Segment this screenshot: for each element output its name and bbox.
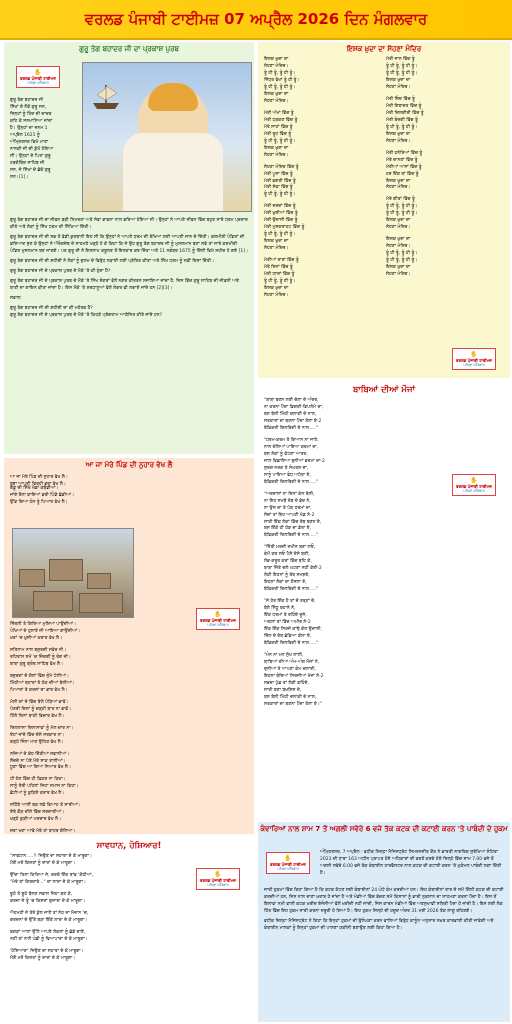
pind-side-line: ਗੱਡੂ ਦੀ ਸਿੱਖੇ ਖੇਡਾਂ ਕਬੱਡੀਆਂ। <box>10 486 59 491</box>
poem-line: ਮੇਰੇ ਗੀਤਾਂ ਵਿੱਚ ਤੂੰ <box>386 197 415 203</box>
guru-intro-line: ਸੀ। ਉਨ੍ਹਾਂ ਦੇ ਪਿਤਾ ਗੁਰੂ <box>10 153 51 159</box>
hand-icon: ✋ <box>34 69 42 76</box>
poem-line: ਬੇਫ਼ਿਕਰੀ ਦਿਲਰਿਗੀ ਦੇ ਨਾਲ....." <box>264 479 319 485</box>
poem-line: ਇਸ਼ਕ ਖ਼ੁਦਾ ਦਾ <box>264 145 289 151</box>
guru-intro-line: ਅੰਮ੍ਰਿਤਸਰ ਵਿਖੇ ਮਾਤਾ <box>10 139 49 145</box>
poem-line: ਬੇਫ਼ਿਕਰੀ ਦਿਲਰਿਗੀ ਦੇ ਨਾਲ....." <box>264 425 319 431</box>
guru-paragraph: ਗੁਰੂ ਤੇਗ ਬਹਾਦਰ ਜੀ ਦਾ ਜੀਵਨ ਬੜੀ ਨਿਮਰਤਾ ਅਤੇ ਸੇਵਾ ਭਾਵਨਾ ਨਾਲ ਭਰਿਆ ਹੋਇਆ ਸੀ। ਉਨ੍ਹਾਂ ਨੇ ਆਪਣੇ ਜੀਵਨ ਵਿੱਚ ਬਹੁਤ ਸਾਰੇ ਧਰਮ ਪ੍ਰਚਾਰ ਕੀਤੇ ਅਤੇ ਲੋਕਾਂ ਨੂੰ ਸਿੱਖ ਧਰਮ ਦੀ ਸਿੱਖਿਆ ਦਿੱਤੀ। <box>10 218 248 230</box>
poem-line: ਝੂਠੇ ਤੇ ਝੂਠੇ ਬੋਲਣ ਸਵਾਲ ਜਿਹਾ ਬਣ ਕੇ, <box>10 891 73 897</box>
logo-line2: ਪਹਿਲਾਂ ਸਤਿਕਾਰ <box>463 363 485 367</box>
poem-line: ਮੇਰੀ ਉਦਾਸੀ ਵਿੱਚ ਤੂੰ <box>264 218 298 224</box>
poem-line: ਕੰਮੋਂ ਕਰ ਲਓ ਪੈਸੇ ਦੇਸੋ ਬਣੀ, <box>264 552 310 558</box>
poem-line: ਮੇਰੀ ਅੱਖਾਂ ਵਿੱਚ ਤੂੰ <box>264 110 294 116</box>
poem-line: ਲੋਭ-ਕਰੂਰ ਕਰਾਂ ਵਿੱਚ ਬਹਿ ਕੇ, <box>264 559 312 565</box>
poem-line: ਸਾਰੀ ਇੱਕ ਲੋਕਾਂ ਵਿੱਚ ਰੱਬ ਬਣਨ ਏ, <box>264 519 322 525</box>
poem-line: ਸੌਚਦੇ ਨਾ ਪੱਤੇ ਮੇਰੇ ਸਾਕ ਤਾਲੀਆਂ। <box>10 758 66 764</box>
poem-line: ਬਸ ਲੋਕਾਂ ਨੂੰ ਵੱਟਣਾ ਆਤਰ, <box>264 451 308 457</box>
poem-line: "ਜਿੱਤੀ ਮਰਜ਼ੀ ਜਮੀਨ ਬਣਾ ਲਓ, <box>264 545 316 551</box>
guru-intro-line: ਸਨ।[1]। <box>10 174 29 180</box>
village-house <box>33 591 73 611</box>
logo-line1: ਵਰਲਡ ਪੰਜਾਬੀ ਟਾਈਮਜ਼ <box>456 358 492 363</box>
logo-line2: ਪਹਿਲਾਂ ਸਤਿਕਾਰ <box>27 81 49 85</box>
poem-line: ਸੋਹਣਾ ਮੰਦਿਰ। <box>386 225 411 231</box>
poem-line: ਮੇਰੀ ਮੁਸਕਰਾਹਟ ਵਿੱਚ ਤੂੰ <box>264 225 305 231</box>
poem-line: ਤੂੰ ਹੀ ਤੂੰ, ਤੂੰ ਹੀ ਤੂੰ। <box>386 251 418 257</box>
poem-line: ਸੋਹਣਾ ਮੰਦਿਰ ਵਿੱਚ ਤੂੰ <box>264 164 299 170</box>
poem-line: ਨਹੀਂ ਤਾਂ ਨਾਲੋਂ ਪੰਛੀ ਨੂੰ ਵਿਆਪਾਰਾ ਦੇ ਕੇ ਮਾਰੂਗਾ। <box>10 936 88 942</box>
poem-line: ਮੇਰੇ ਸਾਹਾਂ ਵਿੱਚ ਤੂੰ <box>264 124 293 130</box>
poem-line: ਮੇਰੀ ਸੇਵਾ ਵਿੱਚ ਤੂੰ <box>264 185 293 191</box>
poem-line: ਉੱਚਾ ਤਿਲਾ ਕਿਰਿਆ ਜੇ, ਕਰਕੇ ਇੱਕ ਥਾਂਵ 'ਕੱਠੀਆਂ, <box>10 872 94 878</box>
poem-line: ਮੌਗੋਂ ਮਰੋਂ ਕਿਸ਼ਤਾਂ ਨੂੰ ਦਾਰਾਂ ਦੇ ਕੇ ਮਾਰੂਗਾ। <box>10 955 76 961</box>
poem-line: ਸਭਦਾ ਪੁੱਛ ਤਾਂ ਲੋਕੀ ਕਹਿੰਦੇ, <box>264 680 309 686</box>
poem-line: ਬਾਬਿਆਂ ਦੀਆਂ ਅੰਮ-ਅੰਗ ਮੌਜਾਂ ਨੇ, <box>264 659 320 665</box>
guru-paragraph: ਗੁਰੂ ਤੇਗ ਬਹਾਦਰ ਜੀ ਦੀ ਸ਼ਹੀਦੀ ਦਾ ਕੀ ਮਹੱਤਵ ਹੈ? <box>10 305 93 311</box>
poem-line: ਬੋਲੋ ਸਿੱਧੂ ਬਹਾਨੇ ਨੇ, <box>264 606 296 612</box>
poem-line: ਮਿੱਠੀਆਂ ਬਹਾਰਾਂ ਤੇ ਹੱਕ ਦੀਆਂ ਬੋਲੀਆਂ। <box>10 680 75 686</box>
poem-line: ਬਸ ਬੋਲੀ ਮਿੱਠੀ ਚਲਾਕੀ ਦੇ ਨਾਲ, <box>264 411 317 417</box>
guru-intro-line: ਨਾਨਕੀ ਜੀ ਦੀ ਕੁੱਖੋਂ ਹੋਇਆ <box>10 146 54 152</box>
stanza <box>10 752 178 773</box>
poem-line: ਇਸ਼ਕ ਖ਼ੁਦਾ ਦਾ <box>386 265 411 271</box>
poem-line: ਤੂੰ ਹੀ ਤੂੰ, ਤੂੰ ਹੀ ਤੂੰ। <box>264 138 296 144</box>
poem-line: ਨਾ ਕਰਨਾ ਪੈਂਦਾ ਡਿਗਰੀ-ਡਿਪਲੋਮੇ ਦਾ, <box>264 404 324 410</box>
poem-line: ਮੌਗੋਂ ਮਰੋਂ ਕਿਸ਼ਤਾਂ ਨੂੰ ਦਾਰਾਂ ਦੇ ਕੇ ਮਾਰੂਗਾ। <box>10 860 76 866</box>
guru-robe <box>123 133 223 211</box>
stanza <box>264 258 382 300</box>
guru-paragraph: ਗੁਰੂ ਤੇਗ ਬਹਾਦਰ ਜੀ ਦੀ ਸ਼ਹੀਦੀ ਨੇ ਲੋਕਾਂ ਨੂੰ ਜ਼ੁਲਮ ਦੇ ਵਿਰੁੱਧ ਲੜਾਈ ਲਈ ਪ੍ਰੇਰਿਤ ਕੀਤਾ ਅਤੇ ਸਿੱਖ ਧਰਮ ਨੂੰ ਨਵੀਂ ਦਿਸ਼ਾ ਦਿੱਤੀ। <box>10 258 215 264</box>
poem-line: ਇਸ਼ਕ ਖ਼ੁਦਾ ਦਾ <box>386 218 411 224</box>
poem-line: ਸਾਰੀ ਬਣਾ ਬਖ਼ਸ਼ਿਸ਼ ਦੇ, <box>264 687 302 693</box>
poem-line: ਬੇਫ਼ਿਕਰੀ ਦਿਲਰਿਗੀ ਦੇ ਨਾਲ....." <box>264 587 319 593</box>
logo <box>452 348 496 370</box>
poem-line: ਸਤਿਨਾਮ ਨਾਲ ਬਜ਼ੁਰਗੀ ਸਵੇਰ ਜੀ। <box>10 647 67 653</box>
poem-line: ਜਾਲ ਵਿਛਾਇਆ ਦੁਨੀਆਂ ਭਰਮਾਂ ਦਾ-2 <box>264 458 325 464</box>
guru-paragraph: ਸਵਾਲ: <box>10 295 22 301</box>
poem-line: ਨਾਲ ਚੇਲਿਆਂ ਪਾਇਆ ਕਰਮਾਂ ਦਾ, <box>264 444 319 450</box>
stanza <box>10 726 178 747</box>
poem-line: ਨਾ ਉਸ ਦਾ ਤੇ ਪੱਕ ਧਰਮਾਂ ਦਾ, <box>264 505 312 511</box>
savdhan-title: ਸਾਵਧਾਨ, ਹੋਸ਼ਿਆਰ! <box>96 841 162 851</box>
poem-line: ਤੂੰ ਹੀ ਤੂੰ, ਤੂੰ ਹੀ ਤੂੰ। <box>386 70 418 76</box>
village-house <box>87 573 111 589</box>
kanwariyan-body-text: ਜਾਰੀ ਹੁਕਮਾਂ ਵਿੱਚ ਕਿਹਾ ਗਿਆ ਹੈ ਕਿ ਕਟਕ ਕੱਟਣ ਲਈ ਕੰਬਾਈਨਾਂ 24 ਘੰਟੇ ਕੰਮ ਕਰਦੀਆਂ ਹਨ। ਇਹ ਕੰਬਾਈਨਾਂ ਰਾਤ ਦੇ ਸਮੇਂ ਗਿੱਲੀ ਕਟਕ ਦੀ ਕਟਾਈ ਕਰਦੀਆਂ ਹਨ, ਜਿਸ ਨਾਲ ਦਾਣਾ ਖ਼ਰਾਬ ਹੋ ਜਾਂਦਾ ਹੈ ਅਤੇ ਮੰਡੀਆਂ ਵਿੱਚ ਵੇਚਣ ਸਮੇਂ ਕਿਸਾਨਾਂ ਨੂੰ ਭਾਰੀ ਨੁਕਸਾਨ ਦਾ ਸਾਹਮਣਾ ਕਰਨਾ ਪੈਂਦਾ ਹੈ। ਇਸ ਤੋਂ ਇਲਾਵਾ ਨਮੀ ਵਾਲੀ ਕਟਕ ਖ਼ਰੀਦ ਏਜੰਸੀਆਂ ਵੱਲੋਂ ਖ਼ਰੀਦੀ ਨਹੀਂ ਜਾਂਦੀ, ਜਿਸ ਕਾਰਨ ਮੰਡੀਆਂ ਵਿੱਚ ਅਣਸੁਖਾਵੀਂ ਸਥਿਤੀ ਪੈਦਾ ਹੋ ਜਾਂਦੀ ਹੈ। ਇਸ ਲਈ ਲੋਕ ਹਿੱਤ ਵਿੱਚ ਇਹ ਹੁਕਮ ਜਾਰੀ ਕਰਨਾ ਜ਼ਰੂਰੀ ਹੋ ਗਿਆ ਹੈ। ਇਹ ਹੁਕਮ ਜ਼ਿਲ੍ਹੇ ਦੀ ਹਦੂਦ ਅੰਦਰ 31 ਮਈ 2026 ਤੱਕ ਲਾਗੂ ਰਹਿਣਗੇ। <box>264 888 504 914</box>
poem-line: ਪਿਆਰਾਂ ਤੇ ਕਰਜ਼ਾਂ ਦਾ ਭਾਰ ਵੇਖ ਲੈ। <box>10 687 68 693</box>
pind-body <box>4 622 184 834</box>
poem-line: ਮੇਰੀ ਦਿਲਗੀਰੀ ਵਿੱਚ ਤੂੰ <box>386 110 424 116</box>
ishq-poem <box>258 42 510 378</box>
poem-line: 'ਹੋਸ਼ਿਆਰਾ' ਜਿਉਣ ਦਾ ਸਹਾਰਾ ਦੇ ਕੇ ਮਾਰੂਗਾ। <box>10 948 84 954</box>
kanwariyan-news <box>258 822 510 1022</box>
babeyan-poem <box>258 382 510 818</box>
poem-line: ਮੇਰੀ ਇਬਾਦਤ ਵਿੱਚ ਤੂੰ <box>386 103 422 109</box>
poem-line: ਮੇਰੀ ਯਾਦਾਂ ਵਿੱਚ ਤੂੰ <box>264 272 295 278</box>
poem-line: ਸੋਹਣਾ ਮੰਦਿਰ। <box>264 293 289 299</box>
babeyan-title: ਬਾਬਿਆਂ ਦੀਆਂ ਮੌਜਾਂ <box>353 385 415 395</box>
poem-line: ਇਸ਼ਕ ਖ਼ੁਦਾ ਦਾ <box>264 91 289 97</box>
poem-line: ਮੇਰੀ ਪੂਜਾ ਵਿੱਚ ਤੂੰ <box>264 171 293 177</box>
poem-line: ਨਜ਼ਿਆਂ ਦੇ ਕੋਹ ਦਿੱਤੀਆਂ ਜਵਾਨੀਆਂ। <box>10 751 70 757</box>
hand-icon: ✋ <box>470 477 478 484</box>
poem-line: "ਸਾਵਧਾਨ.....!! ਜਿਉਣ ਦਾ ਸਹਾਰਾ ਦੇ ਕੇ ਮਾਰੂਗਾ। <box>10 854 92 859</box>
poem-line: ਸੋਹਣਾ ਮੰਦਿਰ। <box>386 272 411 278</box>
guru-paragraph: ਗੁਰੂ ਤੇਗ ਬਹਾਦਰ ਜੀ ਦੇ ਪ੍ਰਕਾਸ਼ ਪੁਰਬ ਦੇ ਮੌਕੇ 'ਤੇ ਕੀ ਹੁੰਦਾ ਹੈ? <box>10 268 111 274</box>
stanza <box>264 545 422 594</box>
stanza <box>264 111 382 160</box>
logo-line1: ਵਰਲਡ ਪੰਜਾਬੀ ਟਾਈਮਜ਼ <box>270 862 306 867</box>
stanza <box>264 204 382 253</box>
poem-line: ਬਾਬਾ ਜਿੱਤੇ ਚਲੋ ਘਟਣਾ ਨਹੀਂ ਕੋਈ-2 <box>264 566 322 572</box>
stanza <box>10 911 168 925</box>
poem-line: ਨਾ ਇਹ ਸਮਝੇ ਰੱਬ ਦੇ ਭੇਦ ਨੇ, <box>264 498 311 504</box>
stanza <box>10 674 178 695</box>
poem-line: ਤੂੰ ਹੀ ਤੂੰ, ਤੂੰ ਹੀ ਤੂੰ। <box>264 192 296 198</box>
poem-line: ਇਸ਼ਕ ਖ਼ੁਦਾ ਦਾ <box>386 178 411 184</box>
guru-article <box>4 42 254 454</box>
logo <box>196 608 240 630</box>
guru-portrait-image <box>82 62 252 212</box>
poem-line: ਸੋਹਣਾ ਮੰਦਿਰ। <box>386 138 411 144</box>
pind-side-line: ਜਾਂਦੇ ਰੌਲਾ ਕਾਇਆਂ ਭਰੀ ਪਿੰਡੇ ਛੱਡੀਆਂ। <box>10 492 74 498</box>
kanwariyan-lead <box>314 850 510 881</box>
stanza <box>386 237 504 279</box>
logo <box>196 868 240 890</box>
poem-line: ਬਾਬਾ ਗੁਰੂ ਗ੍ਰੰਥ ਸਾਹਿਬ ਵੇਖ ਲੈ। <box>10 661 64 667</box>
stanza <box>386 57 504 92</box>
poem-line: ਮੇਰੇ ਚਾਨਣਾਂ ਵਿੱਚ ਤੂੰ <box>386 157 418 163</box>
poem-line: ਸਾਨੂੰ ਤੇਰੀ ਪਹਿਲਾਂ ਜਿਹਾ ਸਮਾਜ ਨਾ ਕਿਹਾ। <box>10 784 79 790</box>
poem-line: ਸੋਹਣਾ ਮੰਦਿਰ। <box>386 244 411 250</box>
poem-line: ਮੇਰੀ ਜਾਨ ਵਿੱਚ ਤੂੰ <box>386 57 415 62</box>
guru-intro-line: ਜਿਨ੍ਹਾਂ ਨੂੰ ਹਿੰਦ ਦੀ ਚਾਦਰ <box>10 111 52 117</box>
poem-line: ਮੇਰੀਆਂ ਰਾਤਾਂ ਵਿੱਚ ਤੂੰ <box>264 258 299 264</box>
poem-line: "ਮੇਰੇ ਤਾਂ ਕਿਰਦਾਰੇ..." ਦਾ ਲਾਰਾ ਦੇ ਕੇ ਮਾਰੂਗਾ। <box>10 879 86 885</box>
poem-line: ਹਰ ਇੱਕ ਥਾਂ ਵਿੱਚ ਤੂੰ <box>386 171 419 177</box>
poem-line: ਸੁਰਗ-ਨਰਕ ਤੇ ਸੰਘਰਸ਼ ਦਾ, <box>264 465 309 471</box>
poem-line: ਪੰਖਿਆਂ ਦੇ ਹੁਲਾਰੇ ਜੀ ਆਇਆ ਗਾਉਂਦੀਆਂ। <box>10 628 81 634</box>
guru-body <box>4 218 254 323</box>
stanza <box>264 599 422 648</box>
poem-line: ਗੜ੍ਹੇ ਜਿੰਨਾ ਮਾਣ ਉਹਿਤ ਵੇਖ ਲੈ। <box>10 739 64 745</box>
guru-turban <box>148 83 198 111</box>
poem-line: ਤੂੰ ਹੀ ਤੂੰ, ਤੂੰ ਹੀ ਤੂੰ। <box>386 211 418 217</box>
stanza <box>10 700 178 721</box>
poem-line: ਇਸ਼ਕ ਖ਼ੁਦਾ ਦਾ <box>264 239 289 245</box>
poem-line: ਇਸ਼ਕ ਖ਼ੁਦਾ ਦਾ <box>386 131 411 137</box>
poem-line: ਮੇਰੇ ਦਿਨਾਂ ਵਿੱਚ ਤੂੰ <box>264 265 293 271</box>
poem-line: ਤੂੰ ਹੀ ਤੂੰ, ਤੂੰ ਹੀ ਤੂੰ। <box>264 279 296 285</box>
poem-line: ਸੋਹਣਾ ਮੰਦਿਰ। <box>386 185 411 191</box>
pind-intro-line: ਆ ਜਾ ਮੇਰੇ ਪਿੰਡ ਦੀ ਨੁਹਾਰ ਵੇਖ ਲੈ। <box>10 475 68 480</box>
village-house <box>19 569 45 587</box>
guru-paragraph: ਗੁਰੂ ਤੇਗ ਬਹਾਦਰ ਜੀ ਦੇ ਪ੍ਰਕਾਸ਼ ਪੁਰਬ ਦੇ ਮੌਕੇ 'ਤੇ ਕਿਹੜੇ ਪ੍ਰੋਗਰਾਮ ਆਯੋਜਿਤ ਕੀਤੇ ਜਾਂਦੇ ਹਨ? <box>10 312 162 318</box>
poem-line: ਤੂੰ ਹੀ ਤੂੰ, ਤੂੰ ਹੀ ਤੂੰ। <box>264 84 296 90</box>
poem-line: ਮੱਲੀ ਗਾਂ ਦੇ ਵਿੱਚ ਬੋਲੋ ਪੋੜਿਆਂ ਭਾਵੇਂ। <box>10 699 69 705</box>
kanwariyan-footer-text: ਵਧੀਕ ਜ਼ਿਲ੍ਹਾ ਮੈਜਿਸਟ੍ਰੇਟ ਨੇ ਕਿਹਾ ਕਿ ਇਨ੍ਹਾਂ ਹੁਕਮਾਂ ਦੀ ਉਲੰਘਣਾ ਕਰਨ ਵਾਲਿਆਂ ਵਿਰੁੱਧ ਕਾਨੂੰਨ ਅਨੁਸਾਰ ਸਖ਼ਤ ਕਾਰਵਾਈ ਕੀਤੀ ਜਾਵੇਗੀ ਅਤੇ ਕੰਬਾਈਨ ਮਾਲਕਾਂ ਨੂੰ ਇਨ੍ਹਾਂ ਹੁਕਮਾਂ ਦੀ ਪਾਲਣਾ ਯਕੀਨੀ ਬਣਾਉਣ ਲਈ ਕਿਹਾ ਗਿਆ ਹੈ। <box>264 918 494 931</box>
stanza <box>10 930 168 944</box>
poem-line: ਮੇਰੀ ਜ਼ਿੰਦ ਵਿੱਚ ਤੂੰ <box>386 96 415 102</box>
ship-icon <box>89 81 123 111</box>
logo-line1: ਵਰਲਡ ਪੰਜਾਬੀ ਟਾਈਮਜ਼ <box>20 76 56 81</box>
poem-line: ਮੇਰੀ ਦਰਦਾਂ ਵਿੱਚ ਤੂੰ <box>264 204 296 210</box>
poem-line: ਮੇਰੀ ਹਨੇਰਿਆਂ ਵਿੱਚ ਤੂੰ <box>386 150 423 156</box>
poem-line: ਸਹਿੱਬੇ ਆਲੀਂ ਬਕ ਲਵੇ ਵਿਆਹ ਤੇ ਸਾਰੀਆਂ। <box>10 803 81 809</box>
poem-line: ਮੇਰੀ ਰੂਹ ਵਿੱਚ ਤੂੰ <box>264 131 292 137</box>
poem-line: ਇਸ਼ਕ ਖ਼ੁਦਾ ਦਾ <box>264 57 289 62</box>
village-house <box>79 593 123 613</box>
poem-line: ਸੋਹਣਾ ਮੰਦਿਰ। <box>264 63 289 69</box>
babeyan-body <box>258 398 428 709</box>
pind-title: ਆ ਜਾ ਮੇਰੇ ਪਿੰਡ ਦੀ ਨੁਹਾਰ ਵੇਖ ਲੈ <box>85 461 173 469</box>
poem-line: ਬਜ਼ੁਰਗਾਂ ਦੇ ਗੱਲਾਂ ਵਿੱਚ ਜੁੰਮੇ ਟੋਲੀਆਂ। <box>10 673 69 679</box>
stanza <box>10 854 168 868</box>
hand-icon: ✋ <box>470 351 478 358</box>
stanza <box>264 653 422 709</box>
poem-line: ਰਹਿਰਾਸ ਸਮੇਂ 'ਚ ਜ਼ਿੰਦਗੀ ਨੂੰ ਰੰਗ ਜੀ। <box>10 654 71 660</box>
poem-line: ਛੋਟੀਆਂ ਨੂੰ ਕੁੜਿਏ ਕਰਾਰ ਵੇਖ ਲੈ। <box>10 791 65 797</box>
stanza <box>264 57 382 106</box>
poem-line: ਏਹਾਂ ਜਾਂਦੇ ਵਿੱਚ ਦੇਸੇ ਸਰਕਾਰ ਨਾ। <box>10 732 65 738</box>
poem-line: ਮੇਰੀ ਖ਼ੁਸ਼ੀਆਂ ਵਿੱਚ ਤੂੰ <box>264 211 298 217</box>
poem-line: ਜਿੱਧਰ ਵੇਖਾਂ ਤੂੰ ਹੀ ਤੂੰ। <box>264 77 300 83</box>
stanza <box>264 492 422 541</box>
stanza <box>10 622 178 643</box>
guru-intro <box>4 98 86 182</box>
poem-line: ਦੁਨੀਆਂ ਤੇ ਆਪਣਾ ਕੰਮ ਚਲਾਈ, <box>264 666 316 672</box>
stanza <box>10 803 178 824</box>
poem-line: ਮੇਰੀ ਬੰਦਗੀ ਵਿੱਚ ਤੂੰ <box>386 117 418 123</box>
logo-line2: ਪਹਿਲਾਂ ਸਤਿਕਾਰ <box>207 623 229 627</box>
poem-line: ਸਾਨੂੰ ਪਾਇਆ ਫੰਧ ਅਧੇਰਾ ਏ, <box>264 472 311 478</box>
poem-line: ਦਿੱਲ ਦੇ ਰੱਬ ਛੱਡਿਆ ਕੋਲਾ ਏ, <box>264 634 312 640</box>
poem-line: ਸੋਹਣਾ ਮੰਦਿਰ। <box>386 84 411 90</box>
logo-line1: ਵਰਲਡ ਪੰਜਾਬੀ ਟਾਈਮਜ਼ <box>200 878 236 883</box>
poem-line: ਧੂਣਾ ਵਿੱਚ ਆ ਗਿਆ ਨਿਆਰ ਵੇਖ ਲੈ। <box>10 765 71 771</box>
hand-icon: ✋ <box>214 871 222 878</box>
poem-line: ਪੋਤਰੀ ਦਿਲਾਂ ਨੂੰ ਚੜ੍ਹੀ ਬਾਤ ਨਾ ਭਾਵੇਂ। <box>10 706 72 712</box>
poem-line: ਮੇਰੀ ਭਗਤੀ ਵਿੱਚ ਤੂੰ <box>264 178 296 184</box>
logo <box>16 66 60 88</box>
poem-line: ਲੋਕੀ ਇਹਨਾਂ ਨੂੰ ਰੱਬ ਸਮਝਦੇ, <box>264 573 310 579</box>
stanza <box>386 197 504 232</box>
guru-paragraph: ਗੁਰੂ ਤੇਗ ਬਹਾਦਰ ਜੀ ਦੀ ਸਭ ਤੋਂ ਵੱਡੀ ਕੁਰਬਾਨੀ ਇਹ ਸੀ ਕਿ ਉਨ੍ਹਾਂ ਨੇ ਆਪਣੇ ਧਰਮ ਦੀ ਰੱਖਿਆ ਲਈ ਆਪਣੀ ਜਾਨ ਦੇ ਦਿੱਤੀ। ਕਸ਼ਮੀਰੀ ਪੰਡਿਤਾਂ ਦੀ ਫ਼ਰਿਆਦ ਸੁਣ ਕੇ ਉਨ੍ਹਾਂ ਨੇ ਔਰੰਗਜ਼ੇਬ ਦੇ ਸਾਹਮਣੇ ਖੜ੍ਹੇ ਹੋ ਕੇ ਕਿਹਾ ਕਿ ਜੇ ਉਹ ਗੁਰੂ ਤੇਗ ਬਹਾਦਰ ਜੀ ਨੂੰ ਮੁਸਲਮਾਨ ਬਣਾ ਲਵੇ ਤਾਂ ਸਾਰੇ ਕਸ਼ਮੀਰੀ ਪੰਡਿਤ ਮੁਸਲਮਾਨ ਬਣ ਜਾਣਗੇ। ਪਰ ਗੁਰੂ ਜੀ ਨੇ ਇਸਲਾਮ ਕਬੂਲਣ ਤੋਂ ਇਨਕਾਰ ਕਰ ਦਿੱਤਾ ਅਤੇ 11 ਨਵੰਬਰ 1675 ਨੂੰ ਦਿੱਲੀ ਵਿਖੇ ਸ਼ਹੀਦ ਹੋ ਗਏ [1]। <box>10 234 248 254</box>
poem-line: ਤੂੰ ਹੀ ਤੂੰ, ਤੂੰ ਹੀ ਤੂੰ। <box>386 204 418 210</box>
guru-intro-line: ਹੈ। ਉਨ੍ਹਾਂ ਦਾ ਜਨਮ 1 <box>10 125 48 131</box>
poem-line: ਇਸ਼ਕ ਖ਼ੁਦਾ ਦਾ <box>386 77 411 83</box>
poem-line: ਏਥੇ ਕੌੜ ਦੀਲੇ ਵਿੱਚ ਸਰਦਾਰੀਆਂ। <box>10 810 65 816</box>
stanza <box>10 892 168 906</box>
guru-intro-line: ਸਿੱਖਾਂ ਦੇ ਨੌਵੇਂ ਗੁਰੂ ਸਨ, <box>10 104 47 110</box>
ishq-columns <box>258 57 510 305</box>
stanza <box>10 829 178 834</box>
stanza <box>386 97 504 146</box>
pind-intro-line: ਬੁਝਾ ਆਪਣੀ ਵਿਰਹੀ ਭਰਾ ਵੇਖ ਲੈ। <box>10 481 66 487</box>
poem-line: ਖ਼ੜ੍ਹੇ ਕੁੜੀਆਂ ਮਰਦਾਰ ਵੇਖ ਲੈ। <box>10 817 62 823</box>
poem-line: ਮੇਰੀਆਂ ਆਸਾਂ ਵਿੱਚ ਤੂੰ <box>386 164 422 170</box>
poem-line: ਬਸ ਇੱਕੋ ਹੀ ਹੱਕ ਦਾ ਡੇਰਾ ਏ, <box>264 526 312 532</box>
stanza <box>264 398 422 433</box>
logo <box>266 852 310 874</box>
poem-line: "ਅਰਦਾਸਾਂ ਨਾ ਦਿਨਾਂ ਕੋਲ ਥੇਲੀ, <box>264 491 315 497</box>
poem-line: ਤੂੰ ਹੀ ਤੂੰ, ਤੂੰ ਹੀ ਤੂੰ। <box>386 124 418 130</box>
stanza <box>264 438 422 487</box>
stanza <box>10 949 168 963</box>
poem-line: ਇਸ਼ਕ ਖ਼ੁਦਾ ਦਾ <box>386 237 411 243</box>
poem-line: ਮੇਰੀ ਧੜਕਣ ਵਿੱਚ ਤੂੰ <box>264 117 298 123</box>
stanza <box>386 151 504 193</box>
poem-line: ਤੂੰ ਹੀ ਤੂੰ, ਤੂੰ ਹੀ ਤੂੰ। <box>386 258 418 264</box>
hand-icon: ✋ <box>284 855 292 862</box>
logo <box>452 474 496 496</box>
stanza <box>10 648 178 669</box>
guru-intro-line: ਹਰਗੋਬਿੰਦ ਸਾਹਿਬ ਜੀ <box>10 160 45 166</box>
poem-line: ਸੋਹਣਾ ਮੰਦਿਰ। <box>264 246 289 252</box>
poem-line: ਤੂੰ ਹੀ ਤੂੰ, ਤੂੰ ਹੀ ਤੂੰ। <box>264 232 296 238</box>
poem-line: ਹਿੱਲੇ ਦਿਨਾਂ ਬਾਕੀ ਵਿਚਾਰ ਵੇਖ ਲੈ। <box>10 713 65 719</box>
poem-line: ਐਹਮਹੀ ਜੇ ਤੇਰੇ ਕੁੱਲ ਜਾਣੋਂ ਤਾਂ ਨੱਠ ਜਾ ਮੈਦਾਨ 'ਚ, <box>10 910 89 916</box>
hand-icon: ✋ <box>214 611 222 618</box>
ishq-right-column <box>386 57 504 305</box>
poem-line: ਸੋਹਣਾ ਮੰਦਿਰ। <box>264 98 289 104</box>
logo-line2: ਪਹਿਲਾਂ ਸਤਿਕਾਰ <box>207 883 229 887</box>
poem-line: ਬੇਫ਼ਿਕਰੀ ਦਿਲਰਿਗੀ ਦੇ ਨਾਲ....." <box>264 533 319 539</box>
poem-line: ਜ਼ਰਾ ਖਣਾ ਆਵੇ ਮੇਰੇ ਤਾਂ ਬਾਹਰ ਚੱਲਿਆ। <box>10 829 76 834</box>
poem-line: ਇਹਨਾਂ ਲੋਕਾਂ ਦਾ ਹੌਸਲਾ ਏ, <box>264 580 307 586</box>
poem-line: ਇਸ਼ਕ ਖ਼ੁਦਾ ਦਾ <box>264 286 289 292</box>
pind-poem <box>4 458 254 834</box>
savdhan-poem <box>4 838 254 1022</box>
poem-line: ਬੇਫ਼ਿਕਰੀ ਦਿਲਰਿਗੀ ਦੇ ਨਾਲ....." <box>264 641 319 646</box>
poem-line: ਧੀ ਹੋਣ ਵਿੱਚ ਹੀ ਫ਼ਿਕਰ ਨਾ ਕਿਹਾ। <box>10 777 66 783</box>
guru-intro-line: ਗੁਰੂ ਤੇਗ ਬਹਾਦਰ ਜੀ <box>10 98 44 103</box>
savdhan-body <box>4 854 174 963</box>
guru-intro-line: ਕਹਿ ਕੇ ਸਨਮਾਨਿਆ ਜਾਂਦਾ <box>10 118 53 124</box>
poem-line: ਗਰਦਨਾਂ ਦੇ ਉੱਤੇ ਬੜਾ ਇੱਕੋ ਲਾਰਾ ਦੇ ਕੇ ਮਾਰੂਗਾ। <box>10 917 88 923</box>
stanza <box>10 777 178 798</box>
poem-line: ਅਕਲਾਂ ਤਾਂ ਵਿੱਚ ਅਮੀਰ ਨੇ-2 <box>264 620 311 626</box>
poem-line: "ਮੰਨ ਨਾ ਮਨ ਸੁੱਖ ਲਾਲੀ, <box>264 652 304 658</box>
guru-paragraph: ਗੁਰੂ ਤੇਗ ਬਹਾਦਰ ਜੀ ਦੇ ਪ੍ਰਕਾਸ਼ ਪੁਰਬ ਦੇ ਮੌਕੇ 'ਤੇ ਸਿੱਖ ਸੰਗਤਾਂ ਵੱਲੋਂ ਨਗਰ ਕੀਰਤਨ ਸਜਾਇਆ ਜਾਂਦਾ ਹੈ, ਜਿਸ ਵਿੱਚ ਗੁਰੂ ਸਾਹਿਬ ਦੀ ਜੀਵਨੀ ਅਤੇ ਬਾਣੀ ਦਾ ਗਾਇਨ ਕੀਤਾ ਜਾਂਦਾ ਹੈ। ਇਸ ਮੌਕੇ 'ਤੇ ਸ਼ਰਧਾਲੂਆਂ ਵੱਲੋਂ ਲੰਗਰ ਵੀ ਲਗਾਏ ਜਾਂਦੇ ਹਨ [2][3]। <box>10 278 239 291</box>
poem-line: ਖ਼ਰਾਂ 'ਚ ਖ਼ੁਸ਼ੀਆਂ ਕਰਾਰ ਵੇਖ ਲੈ। <box>10 635 63 641</box>
poem-line: ਬਗੜਾਂ ਆਲਾ ਉੱਲੋ ਆਪਣੇ ਲੋਕਲਾਂ ਨੂੰ ਛੱਡੇ ਦਾਣੋਂ, <box>10 929 86 935</box>
poem-line: ਤੂੰ ਹੀ ਤੂੰ, ਤੂੰ ਹੀ ਤੂੰ। <box>386 63 418 69</box>
kanwariyan-title: ਕੰਵਾਰਿਆਂ ਨਾਲ ਸ਼ਾਮ 7 ਤੋਂ ਅਗਲੀ ਸਵੇਰੇ 6 ਵਜੇ ਤੱਕ ਕਟਕ ਦੀ ਕਟਾਈ ਕਰਨ 'ਤੇ ਪਾਬੰਦੀ ਦੇ ਹੁਕਮ <box>260 825 508 833</box>
logo-line2: ਪਹਿਲਾਂ ਸਤਿਕਾਰ <box>277 867 299 871</box>
kanwariyan-body <box>258 888 510 936</box>
logo-line2: ਪਹਿਲਾਂ ਸਤਿਕਾਰ <box>463 489 485 493</box>
poem-line: ਸੋਹਣਾ ਮੰਦਿਰ। <box>264 152 289 158</box>
poem-line: "ਬਾਬਾ ਬਣਨ ਲਈ ਚੇਲਾ ਦੇ ਅੰਦਰ, <box>264 398 319 403</box>
guru-intro-line: ਸਨ, ਜੋ ਸਿੱਖਾਂ ਦੇ ਛੇਵੇਂ ਗੁਰੂ <box>10 167 51 173</box>
logo-line1: ਵਰਲਡ ਪੰਜਾਬੀ ਟਾਈਮਜ਼ <box>200 618 236 623</box>
poem-line: ਇੱਕ ਇੱਕ ਸਿਰਜੇ ਕਾਂਢੇ ਕੋਲ ਉਦਾਸੀ, <box>264 627 322 633</box>
ishq-title: ਇਸ਼ਕ ਖ਼ੁਦਾ ਦਾ ਸੋਹਣਾ ਮੰਦਿਰ <box>346 45 422 53</box>
kanwariyan-lead-text: ਅੰਮ੍ਰਿਤਸਰ, 7 ਅਪ੍ਰੈਲ : ਵਧੀਕ ਜ਼ਿਲ੍ਹਾ ਮੈਜਿਸਟ੍ਰੇਟ ਸਿਮਰਨਜੀਤ ਕੌਰ ਨੇ ਭਾਰਤੀ ਨਾਗਰਿਕ ਸੁਰੱਖਿਆ ਸੰਹਿਤਾ 2023 ਦੀ ਧਾਰਾ 163 ਅਧੀਨ ਪ੍ਰਾਪਤ ਹੋਏ ਅਧਿਕਾਰਾਂ ਦੀ ਵਰਤੋਂ ਕਰਦੇ ਹੋਏ ਜ਼ਿਲ੍ਹੇ ਵਿੱਚ ਸ਼ਾਮ 7.00 ਵਜੇ ਤੋਂ ਅਗਲੀ ਸਵੇਰੇ 6.00 ਵਜੇ ਤੱਕ ਕੰਬਾਈਨ ਹਾਰਵੈਸਟਰ ਨਾਲ ਕਟਕ ਦੀ ਕਟਾਈ ਕਰਨ 'ਤੇ ਮੁਕੰਮਲ ਪਾਬੰਦੀ ਲਗਾ ਦਿੱਤੀ ਹੈ। <box>320 850 502 876</box>
poem-line: ਜਿੱਥਲੀ ਤੇ ਗਿਰਿਆ ਮੁਸ਼ਿਆਂ ਪਾਉਂਦੀਆਂ। <box>10 622 76 627</box>
guru-title: ਗੁਰੂ ਤੇਗ ਬਹਾਦਰ ਜੀ ਦਾ ਪ੍ਰਕਾਸ਼ ਪੁਰਬ <box>79 45 179 53</box>
pind-side <box>4 486 134 507</box>
poem-line: ਇੱਕ ਧਰਮਾਂ ਤੇ ਰਹਿੰਦੇ ਦੂਜੇ, <box>264 613 307 619</box>
poem-line: ਇਹਨਾਂ ਬੰਦਿਆਂ ਸਿਰਜੀਆਂ ਖੋਜਾਂ ਨੇ-2 <box>264 673 324 679</box>
ishq-left-column <box>264 57 382 305</box>
poem-line: ਸੋਚਾਂ ਤਾਂ ਇਹ ਆਪਣੀ ਖੇਡ ਨੇ-2 <box>264 512 315 518</box>
guru-intro-line: ਅਪ੍ਰੈਲ 1621 ਨੂੰ <box>10 132 40 138</box>
poem-line: ਸਤਕਾਰਾਂ ਦਾ ਬਣਨਾ ਪੈਂਦਾ ਤੇਲਾ ਏ।" <box>264 701 323 707</box>
masthead-title: ਵਰਲਡ ਪੰਜਾਬੀ ਟਾਈਮਜ਼ 07 ਅਪ੍ਰੈਲ 2026 ਦਿਨ ਮੰਗਲਵਾਰ <box>84 10 428 28</box>
poem-line: ਬਸ ਬੋਲੀ ਮਿੱਠੀ ਚਲਾਕੀ ਦੇ ਨਾਲ, <box>264 694 317 700</box>
stanza <box>10 873 168 887</box>
poem-line: ਦਿਲਲਾਸਾ ਦਿਲਾਸਾਵਾਂ ਨੂੰ ਮੱਲ ਚਾਰ ਨਾ। <box>10 725 74 731</box>
pind-side-line: ਉੱਡ ਗਿਆ ਹੰਸ ਤੂੰ ਪਿਆਰ ਵੇਖ ਲੈ। <box>10 499 68 505</box>
poem-line: ਤੂੰ ਹੀ ਤੂੰ, ਤੂੰ ਹੀ ਤੂੰ। <box>264 70 296 76</box>
poem-line: "ਧਰਮ-ਕਰਮ ਤੇ ਗਿਆਨ ਨਾ ਜਾਣੇ, <box>264 437 319 443</box>
masthead <box>0 0 512 40</box>
stanza <box>264 165 382 200</box>
poem-line: ਕਰਜ਼ਾ ਜੇ ਤੂੰ 'ਚ ਕਿਸ਼ਤਾਂ ਗੁਜ਼ਾਰਾ ਦੇ ਕੇ ਮਾਰੂਗਾ। <box>10 898 86 904</box>
village-image <box>12 528 134 618</box>
logo-line1: ਵਰਲਡ ਪੰਜਾਬੀ ਟਾਈਮਜ਼ <box>456 484 492 489</box>
village-house <box>49 559 83 581</box>
poem-line: "ਜੇ ਹੋਰ ਇੱਕ ਹੈ ਤਾਂ ਦੋ ਤਰ੍ਹਾਂ ਦੇ, <box>264 599 316 605</box>
poem-line: ਸਤਕਾਰਾਂ ਦਾ ਬਣਨਾ ਪੈਂਦਾ ਤੇਲਾ ਏ-2 <box>264 418 322 424</box>
